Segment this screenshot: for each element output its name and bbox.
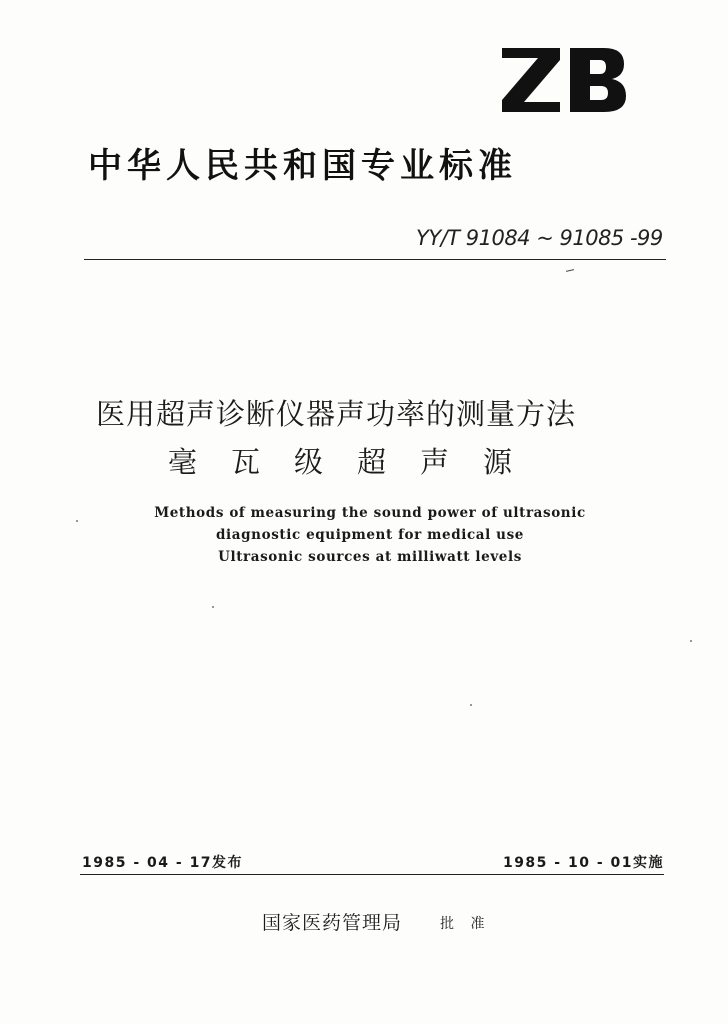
standard-number: YY/T 91084 ~ 91085 -99 (416, 226, 663, 250)
scan-speck (690, 640, 692, 642)
chinese-title-line2: 毫瓦级超声源 (168, 445, 547, 479)
issue-date: 1985 - 04 - 17发布 (82, 855, 244, 871)
scan-speck (212, 606, 214, 608)
english-title (140, 502, 600, 568)
top-divider (84, 259, 666, 260)
implementation-date: 1985 - 10 - 01实施 (502, 855, 664, 871)
zb-logo (500, 44, 628, 114)
approval-label: 批 准 (440, 916, 491, 932)
english-title-line2: diagnostic equipment for medical use (216, 527, 524, 543)
scan-speck (470, 704, 472, 706)
scan-speck (76, 520, 78, 522)
pen-mark (566, 269, 574, 272)
zb-logo-graphic (500, 44, 628, 114)
bottom-divider (80, 874, 664, 875)
english-title-line1: Methods of measuring the sound power of ultrasonic (154, 505, 586, 521)
english-title-line3: Ultrasonic sources at milliwatt levels (218, 549, 522, 565)
approving-authority: 国家医药管理局 (262, 912, 403, 934)
chinese-title-line1: 医用超声诊断仪器声功率的测量方法 (96, 397, 577, 431)
organization-title: 中华人民共和国专业标准 (88, 146, 517, 186)
